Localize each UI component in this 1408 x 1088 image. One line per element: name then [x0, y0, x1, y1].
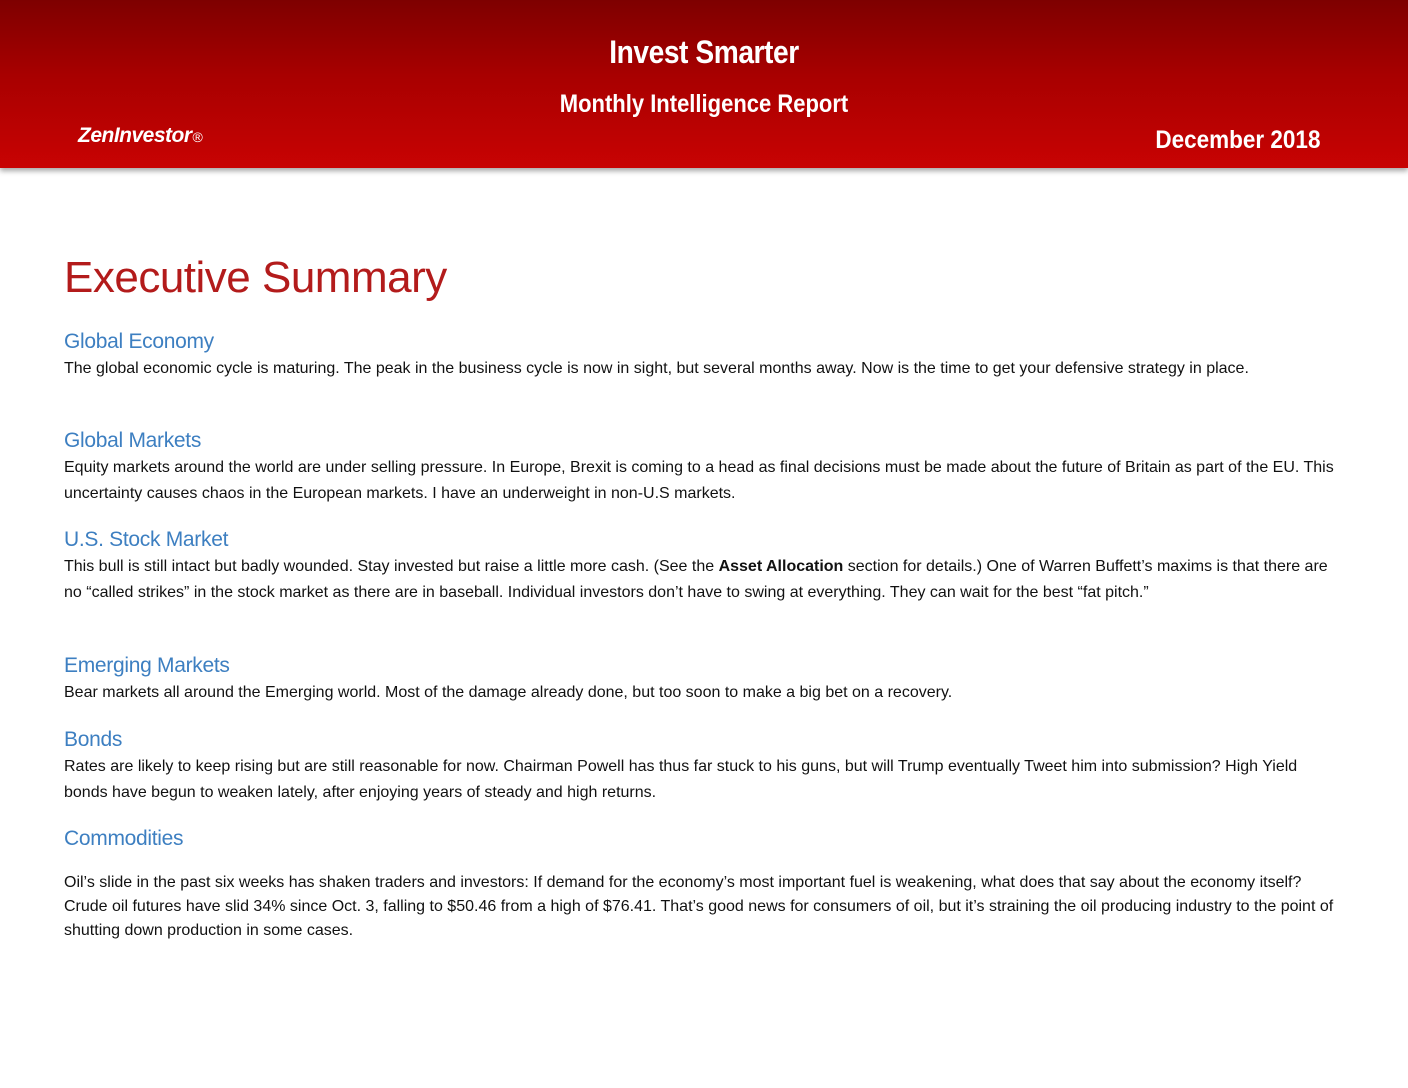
section-heading: Global Economy [64, 330, 214, 353]
section-heading: Global Markets [64, 429, 202, 452]
section-body: Equity markets around the world are under selling pressure. In Europe, Brexit is coming to a head as final decisions must be made about the future of Britain as part of the EU. This uncertainty causes chaos in the European markets. I have an underweight in non-U.S markets. [64, 459, 1334, 502]
section-body [64, 554, 1344, 606]
section-global-economy [64, 328, 1249, 382]
brand-name: ZenInvestor [78, 124, 192, 147]
body-text-start: This bull is still intact but badly wounded. Stay invested but raise a little more cash. (See the [64, 558, 719, 575]
section-bonds [64, 726, 1344, 806]
registered-mark: ® [192, 129, 203, 145]
body-text-end: section for details.) One of Warren Buffett’s maxims is that there are no “called strikes” in the stock market as there are in baseball. Individual investors don’t have to swing at everything. They can wait for the best “fat pitch.” [64, 558, 1328, 601]
section-commodities [64, 825, 1344, 943]
asset-allocation-reference: Asset Allocation [718, 558, 844, 575]
report-title: Invest Smarter [609, 34, 799, 70]
section-emerging-markets [64, 652, 952, 706]
report-subtitle: Monthly Intelligence Report [559, 90, 849, 118]
section-heading: U.S. Stock Market [64, 528, 229, 551]
page-title: Executive Summary [64, 253, 447, 302]
section-us-stock-market [64, 526, 1344, 606]
section-body: Bear markets all around the Emerging world. Most of the damage already done, but too soon to make a big bet on a recovery. [64, 684, 953, 701]
section-body: Rates are likely to keep rising but are still reasonable for now. Chairman Powell has thus far stuck to his guns, but will Trump eventually Tweet him into submission? High Yield bonds have begun to weaken lately, after enjoying years of steady and high returns. [64, 758, 1298, 801]
report-date: December 2018 [1154, 126, 1320, 154]
report-header-banner [0, 0, 1408, 168]
section-heading: Commodities [64, 827, 184, 850]
section-body: The global economic cycle is maturing. The peak in the business cycle is now in sight, but several months away. Now is the time to get your defensive strategy in place. [64, 360, 1249, 377]
section-body: Oil’s slide in the past six weeks has shaken traders and investors: If demand for the economy’s most important fuel is weakening, what does that say about the economy itself? Crude oil futures have slid 34% since Oct. 3, falling to $50.46 from a high of $76.41. That’s good news for consumers of oil, but it’s straining the oil producing industry to the point of shutting down production in some cases. [64, 874, 1334, 939]
brand-logo [78, 124, 202, 148]
section-global-markets [64, 427, 1344, 507]
executive-summary [64, 250, 1344, 939]
section-heading: Bonds [64, 728, 123, 751]
section-heading: Emerging Markets [64, 654, 230, 677]
